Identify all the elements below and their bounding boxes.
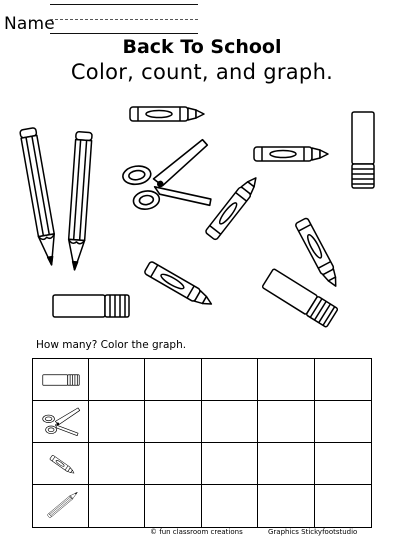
worksheet-subtitle: Color, count, and graph. xyxy=(70,60,334,84)
graph-cell[interactable] xyxy=(202,443,258,485)
pencil-2 xyxy=(67,132,93,271)
copyright-text: © fun classroom creations xyxy=(150,528,243,536)
supplies-illustration xyxy=(0,90,404,330)
name-line-top xyxy=(50,4,198,5)
graph-cell[interactable] xyxy=(145,401,201,443)
crayon-2 xyxy=(254,147,328,161)
graph-cell[interactable] xyxy=(145,443,201,485)
glue-stick-1 xyxy=(352,112,374,188)
worksheet-title: Back To School xyxy=(122,36,282,58)
crayon-icon xyxy=(40,447,82,481)
pencil-1 xyxy=(20,128,60,267)
scissors-1 xyxy=(119,139,215,217)
name-label: Name xyxy=(4,14,55,34)
crayon-3 xyxy=(205,174,262,241)
graph-cell[interactable] xyxy=(89,443,145,485)
crayon-1 xyxy=(130,107,204,121)
graph-cell[interactable] xyxy=(89,401,145,443)
graph-prompt: How many? Color the graph. xyxy=(36,339,187,351)
name-line-bottom[interactable] xyxy=(50,33,198,34)
graph-cell[interactable] xyxy=(315,401,371,443)
graph-cell[interactable] xyxy=(89,485,145,527)
graph-cell[interactable] xyxy=(202,485,258,527)
graph-cell[interactable] xyxy=(145,359,201,401)
graph-row-label-scissors xyxy=(33,401,89,443)
glue-stick-3 xyxy=(53,295,129,317)
graph-cell[interactable] xyxy=(258,401,314,443)
graph-cell[interactable] xyxy=(315,443,371,485)
glue-stick-icon xyxy=(37,369,85,391)
graphics-credit: Graphics Stickyfootstudio xyxy=(268,528,358,536)
graph-cell[interactable] xyxy=(258,443,314,485)
graph-cell[interactable] xyxy=(202,401,258,443)
count-graph xyxy=(32,358,372,528)
crayon-4 xyxy=(295,217,342,289)
graph-cell[interactable] xyxy=(258,359,314,401)
graph-cell[interactable] xyxy=(315,359,371,401)
graph-cell[interactable] xyxy=(145,485,201,527)
pencil-icon xyxy=(41,487,81,525)
graph-cell[interactable] xyxy=(89,359,145,401)
graph-cell[interactable] xyxy=(315,485,371,527)
name-line-dashed xyxy=(50,19,198,20)
graph-cell[interactable] xyxy=(258,485,314,527)
graph-row-label-crayon xyxy=(33,443,89,485)
graph-row-label-glue xyxy=(33,359,89,401)
scissors-icon xyxy=(41,405,81,439)
graph-cell[interactable] xyxy=(202,359,258,401)
crayon-5 xyxy=(144,261,215,310)
graph-row-label-pencil xyxy=(33,485,89,527)
